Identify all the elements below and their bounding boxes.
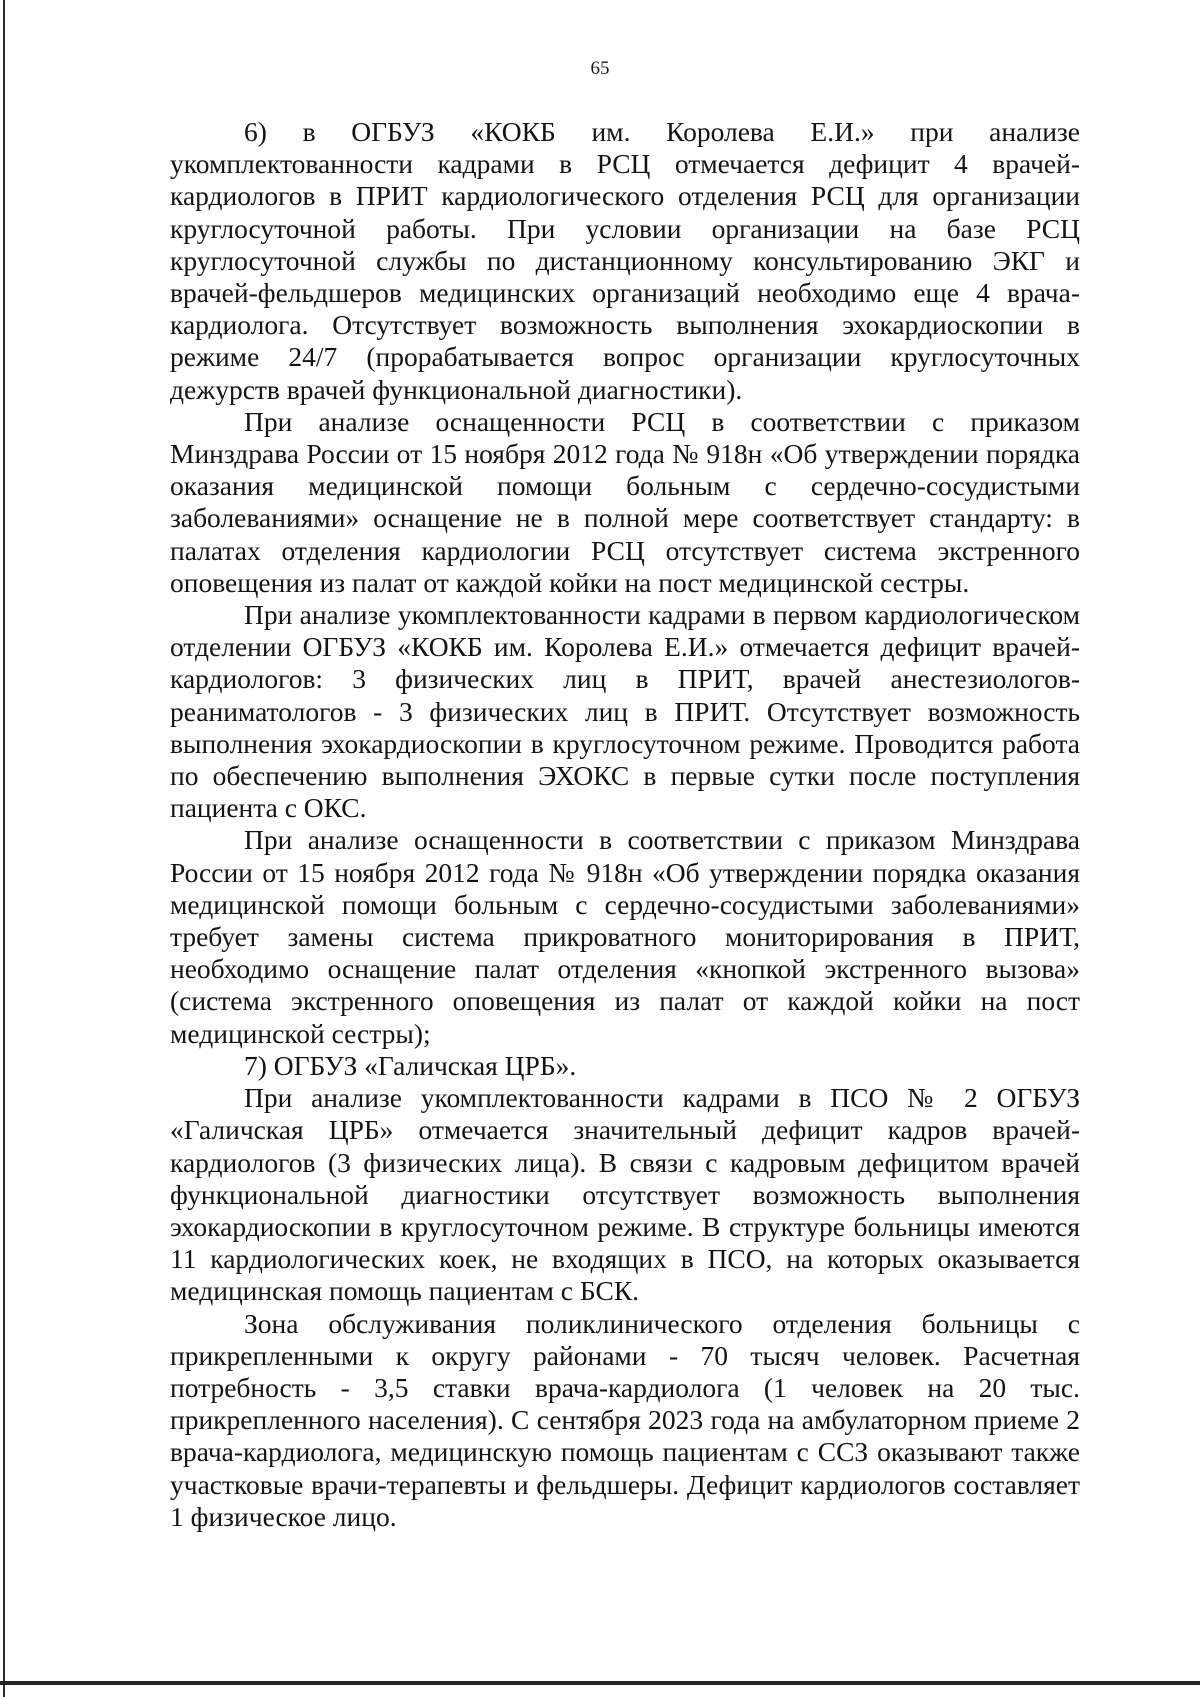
paragraph-galich-heading: 7) ОГБУЗ «Галичская ЦРБ». (244, 1049, 577, 1081)
paragraph-rsc-equipment: При анализе оснащенности РСЦ в соответствии с приказом Минздрава России от 15 ноября 2012 года № 918н «Об утверждении порядка оказания медицинской помощи больным с сердечно-сосудистыми заболеваниями» оснащение не в полной мере соответствует стандарту: в палатах отделения кардиологии РСЦ отсутствует система экстренного оповещения из палат от каждой койки на пост медицинской сестры. (170, 405, 1080, 598)
paragraph-first-cardiology-equipment: При анализе оснащенности в соответствии с приказом Минздрава России от 15 ноября 2012 года № 918н «Об утверждении порядка оказания медицинской помощи больным с сердечно-сосудистыми заболеваниями» требует замены система прикроватного мониторирования в ПРИТ, необходимо оснащение палат отделения «кнопкой экстренного вызова» (система экстренного оповещения из палат от каждой койки на пост медицинской сестры); (170, 824, 1080, 1049)
scan-border-bottom (0, 1681, 1200, 1685)
paragraph-okkb-staffing: 6) в ОГБУЗ «КОКБ им. Королева Е.И.» при анализе укомплектованности кадрами в РСЦ отмечается дефицит 4 врачей-кардиологов в ПРИТ кардиологического отделения РСЦ для организации круглосуточной работы. При условии организации на базе РСЦ круглосуточной службы по дистанционному консультированию ЭКГ и врачей-фельдшеров медицинских организаций необходимо еще 4 врача-кардиолога. Отсутствует возможность выполнения эхокардиоскопии в режиме 24/7 (прорабатывается вопрос организации круглосуточных дежурств врачей функциональной диагностики). (170, 116, 1080, 405)
paragraph-galich-outpatient: Зона обслуживания поликлинического отделения больницы с прикрепленными к округу районами - 70 тысяч человек. Расчетная потребность - 3,5 ставки врача-кардиолога (1 человек на 20 тыс. прикрепленного населения). С сентября 2023 года на амбулаторном приеме 2 врача-кардиолога, медицинскую помощь пациентам с ССЗ оказывают также участковые врачи-терапевты и фельдшеры. Дефицит кардиологов составляет 1 физическое лицо. (170, 1307, 1080, 1532)
scan-border-left (3, 0, 5, 1697)
paragraph-galich-staffing: При анализе укомплектованности кадрами в ПСО № 2 ОГБУЗ «Галичская ЦРБ» отмечается значительный дефицит кадров врачей-кардиологов (3 физических лица). В связи с кадровым дефицитом врачей функциональной диагностики отсутствует возможность выполнения эхокардиоскопии в круглосуточном режиме. В структуре больницы имеются 11 кардиологических коек, не входящих в ПСО, на которых оказывается медицинская помощь пациентам с БСК. (170, 1082, 1080, 1307)
page-number: 65 (590, 58, 610, 79)
document-body (170, 116, 1080, 1533)
paragraph-first-cardiology-staffing: При анализе укомплектованности кадрами в первом кардиологическом отделении ОГБУЗ «КОКБ им. Королева Е.И.» отмечается дефицит врачей-кардиологов: 3 физических лиц в ПРИТ, врачей анестезиологов-реаниматологов - 3 физических лиц в ПРИТ. Отсутствует возможность выполнения эхокардиоскопии в круглосуточном режиме. Проводится работа по обеспечению выполнения ЭХОКС в первые сутки после поступления пациента с ОКС. (170, 599, 1080, 824)
